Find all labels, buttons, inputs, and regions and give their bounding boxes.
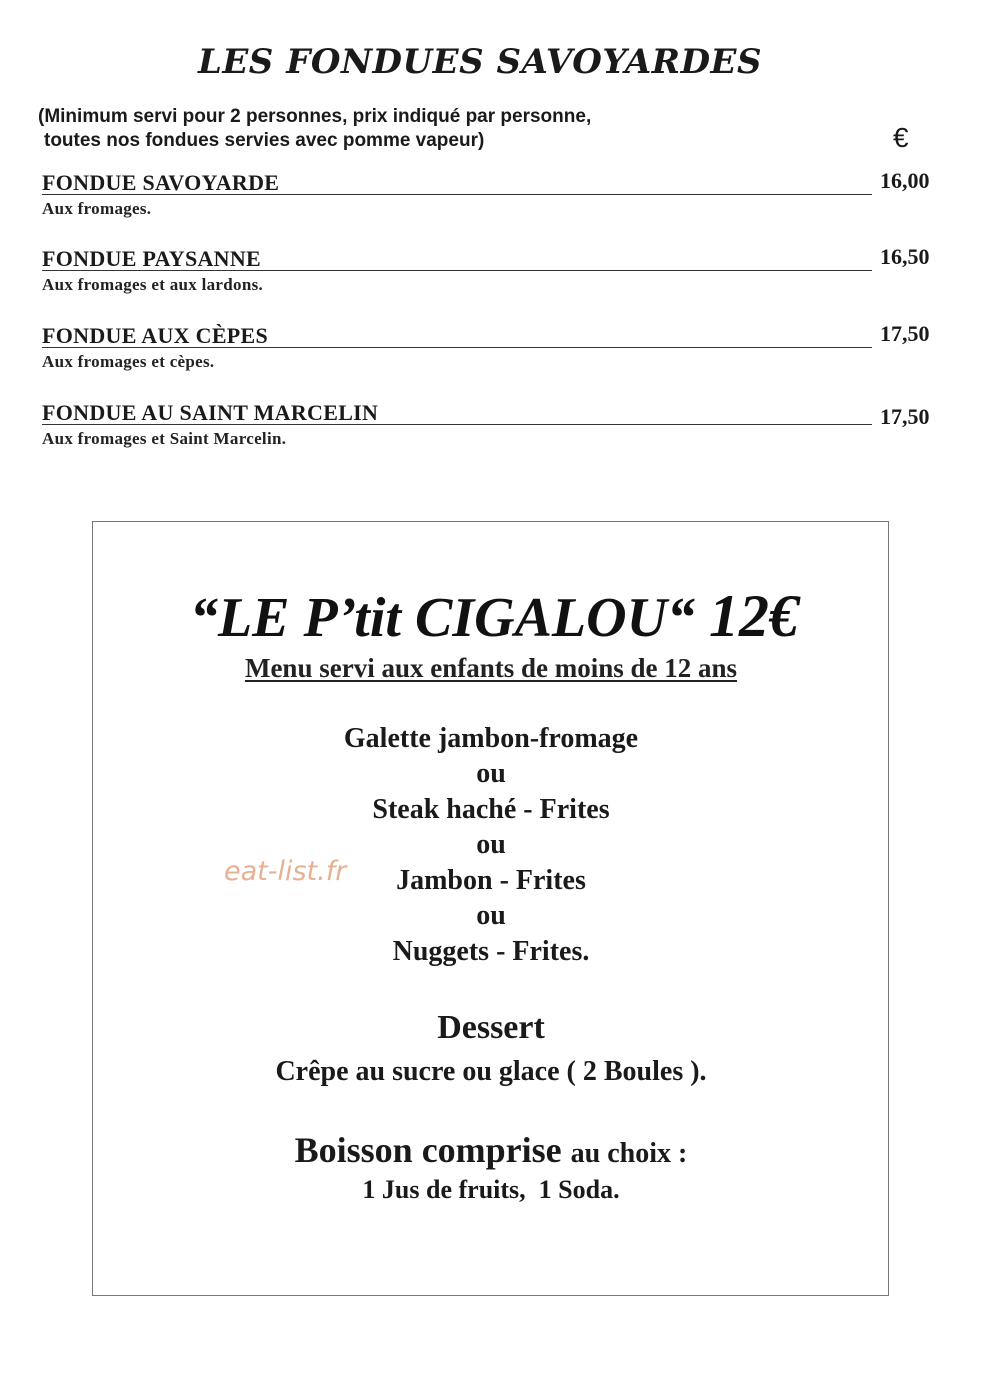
item-price: 17,50 <box>880 321 930 346</box>
item-rule <box>42 424 872 425</box>
currency-symbol: € <box>893 122 909 153</box>
choice-separator: ou <box>476 758 506 789</box>
kids-menu-title <box>0 582 989 651</box>
choice-separator: ou <box>476 900 506 931</box>
choice-separator: ou <box>476 829 506 860</box>
item-name: FONDUE SAVOYARDE <box>42 170 280 195</box>
note-line-1: (Minimum servi pour 2 personnes, prix indiqué par personne, <box>38 106 592 127</box>
item-rule <box>42 347 872 348</box>
drink-heading <box>0 1129 982 1171</box>
item-price: 16,00 <box>880 168 930 193</box>
note-line-2: toutes nos fondues servies avec pomme vapeur) <box>44 130 485 151</box>
dessert-text: Crêpe au sucre ou glace ( 2 Boules ). <box>275 1056 707 1087</box>
choice-line: Galette jambon-fromage <box>343 723 639 754</box>
item-name: FONDUE AUX CÈPES <box>42 323 269 348</box>
kids-menu-subtitle <box>0 653 982 684</box>
kids-menu-subtitle-text: Menu servi aux enfants de moins de 12 ans <box>244 653 738 683</box>
item-name: FONDUE AU SAINT MARCELIN <box>42 400 379 425</box>
item-desc: Aux fromages et cèpes. <box>42 352 215 371</box>
dessert-heading: Dessert <box>437 1009 545 1046</box>
item-desc: Aux fromages. <box>42 199 152 218</box>
choice-line: Nuggets - Frites. <box>392 936 590 967</box>
drink-heading-main: Boisson comprise <box>294 1130 562 1170</box>
fondues-title: LES FONDUES SAVOYARDES <box>197 42 763 82</box>
item-price: 16,50 <box>880 244 930 269</box>
kids-menu-price: 12€ <box>709 583 800 649</box>
item-name: FONDUE PAYSANNE <box>42 246 262 271</box>
watermark: eat-list.fr <box>224 856 347 887</box>
choice-line: Jambon - Frites <box>396 865 586 896</box>
choice-line: Steak haché - Frites <box>372 794 610 825</box>
drink-text: 1 Jus de fruits, 1 Soda. <box>362 1175 620 1204</box>
drink-heading-suffix: au choix : <box>570 1138 688 1169</box>
item-desc: Aux fromages et aux lardons. <box>42 275 264 294</box>
kids-menu-name: “LE P’tit CIGALOU“ <box>189 587 696 649</box>
item-rule <box>42 194 872 195</box>
fondues-note <box>38 105 591 153</box>
item-desc: Aux fromages et Saint Marcelin. <box>42 429 287 448</box>
item-price: 17,50 <box>880 404 930 429</box>
item-rule <box>42 270 872 271</box>
